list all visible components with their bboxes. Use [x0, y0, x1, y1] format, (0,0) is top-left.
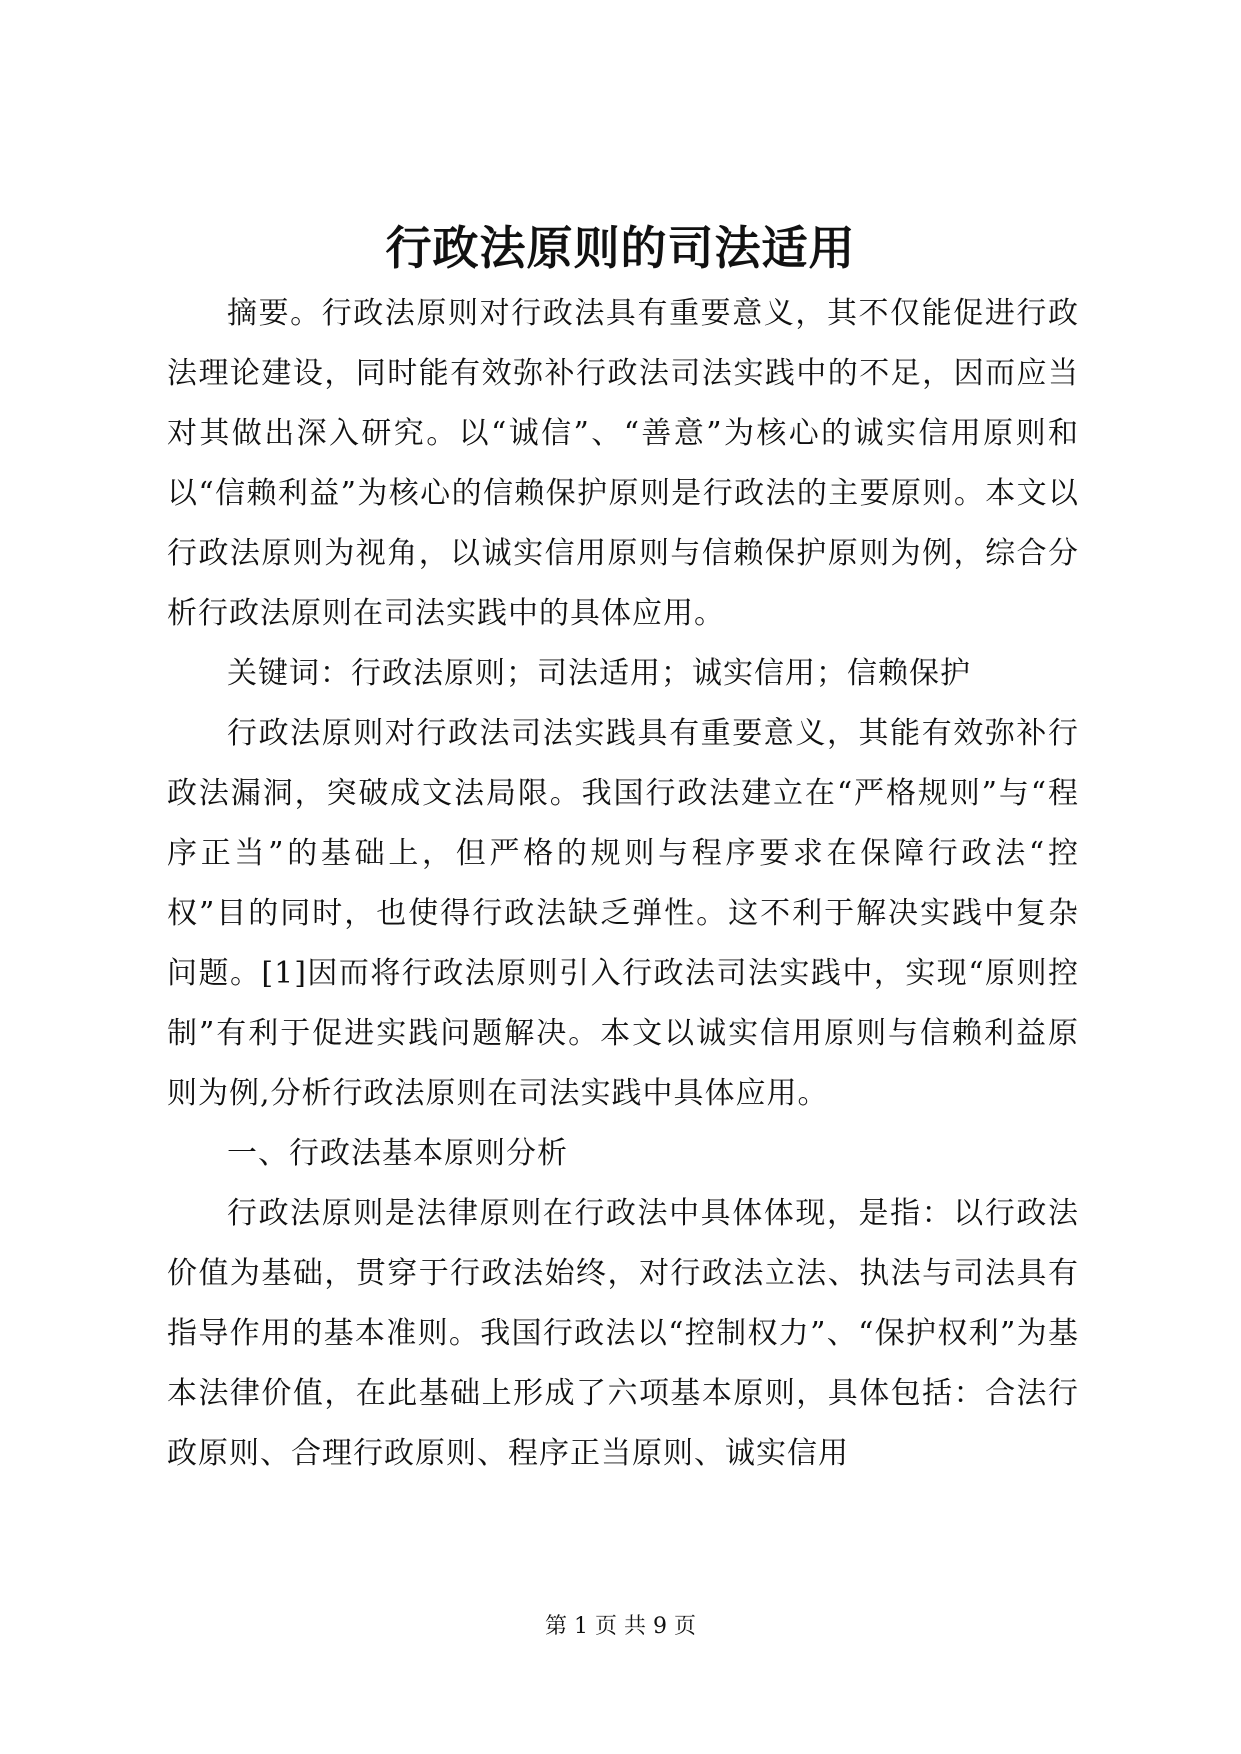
- intro-paragraph: 行政法原则对行政法司法实践具有重要意义，其能有效弥补行政法漏洞，突破成文法局限。我国行政法建立在“严格规则”与“程序正当”的基础上，但严格的规则与程序要求在保障行政法“控权”目的同时，也使得行政法缺乏弹性。这不利于解决实践中复杂问题。[1]因而将行政法原则引入行政法司法实践中，实现“原则控制”有利于促进实践问题解决。本文以诚实信用原则与信赖利益原则为例,分析行政法原则在司法实践中具体应用。: [167, 716, 1079, 1111]
- abstract-paragraph: 摘要。行政法原则对行政法具有重要意义，其不仅能促进行政法理论建设，同时能有效弥补行政法司法实践中的不足，因而应当对其做出深入研究。以“诚信”、“善意”为核心的诚实信用原则和以“信赖利益”为核心的信赖保护原则是行政法的主要原则。本文以行政法原则为视角，以诚实信用原则与信赖保护原则为例，综合分析行政法原则在司法实践中的具体应用。: [167, 296, 1079, 631]
- keywords-paragraph: 关键词：行政法原则；司法适用；诚实信用；信赖保护: [227, 656, 971, 691]
- page-number-footer: 第 1 页 共 9 页: [545, 1614, 696, 1639]
- document-body: [167, 284, 1079, 1484]
- document-title: 行政法原则的司法适用: [385, 221, 856, 275]
- section-paragraph: 行政法原则是法律原则在行政法中具体体现，是指：以行政法价值为基础，贯穿于行政法始终，对行政法立法、执法与司法具有指导作用的基本准则。我国行政法以“控制权力”、“保护权利”为基本法律价值，在此基础上形成了六项基本原则，具体包括：合法行政原则、合理行政原则、程序正当原则、诚实信用: [167, 1196, 1079, 1471]
- section-heading: 一、行政法基本原则分析: [227, 1136, 568, 1171]
